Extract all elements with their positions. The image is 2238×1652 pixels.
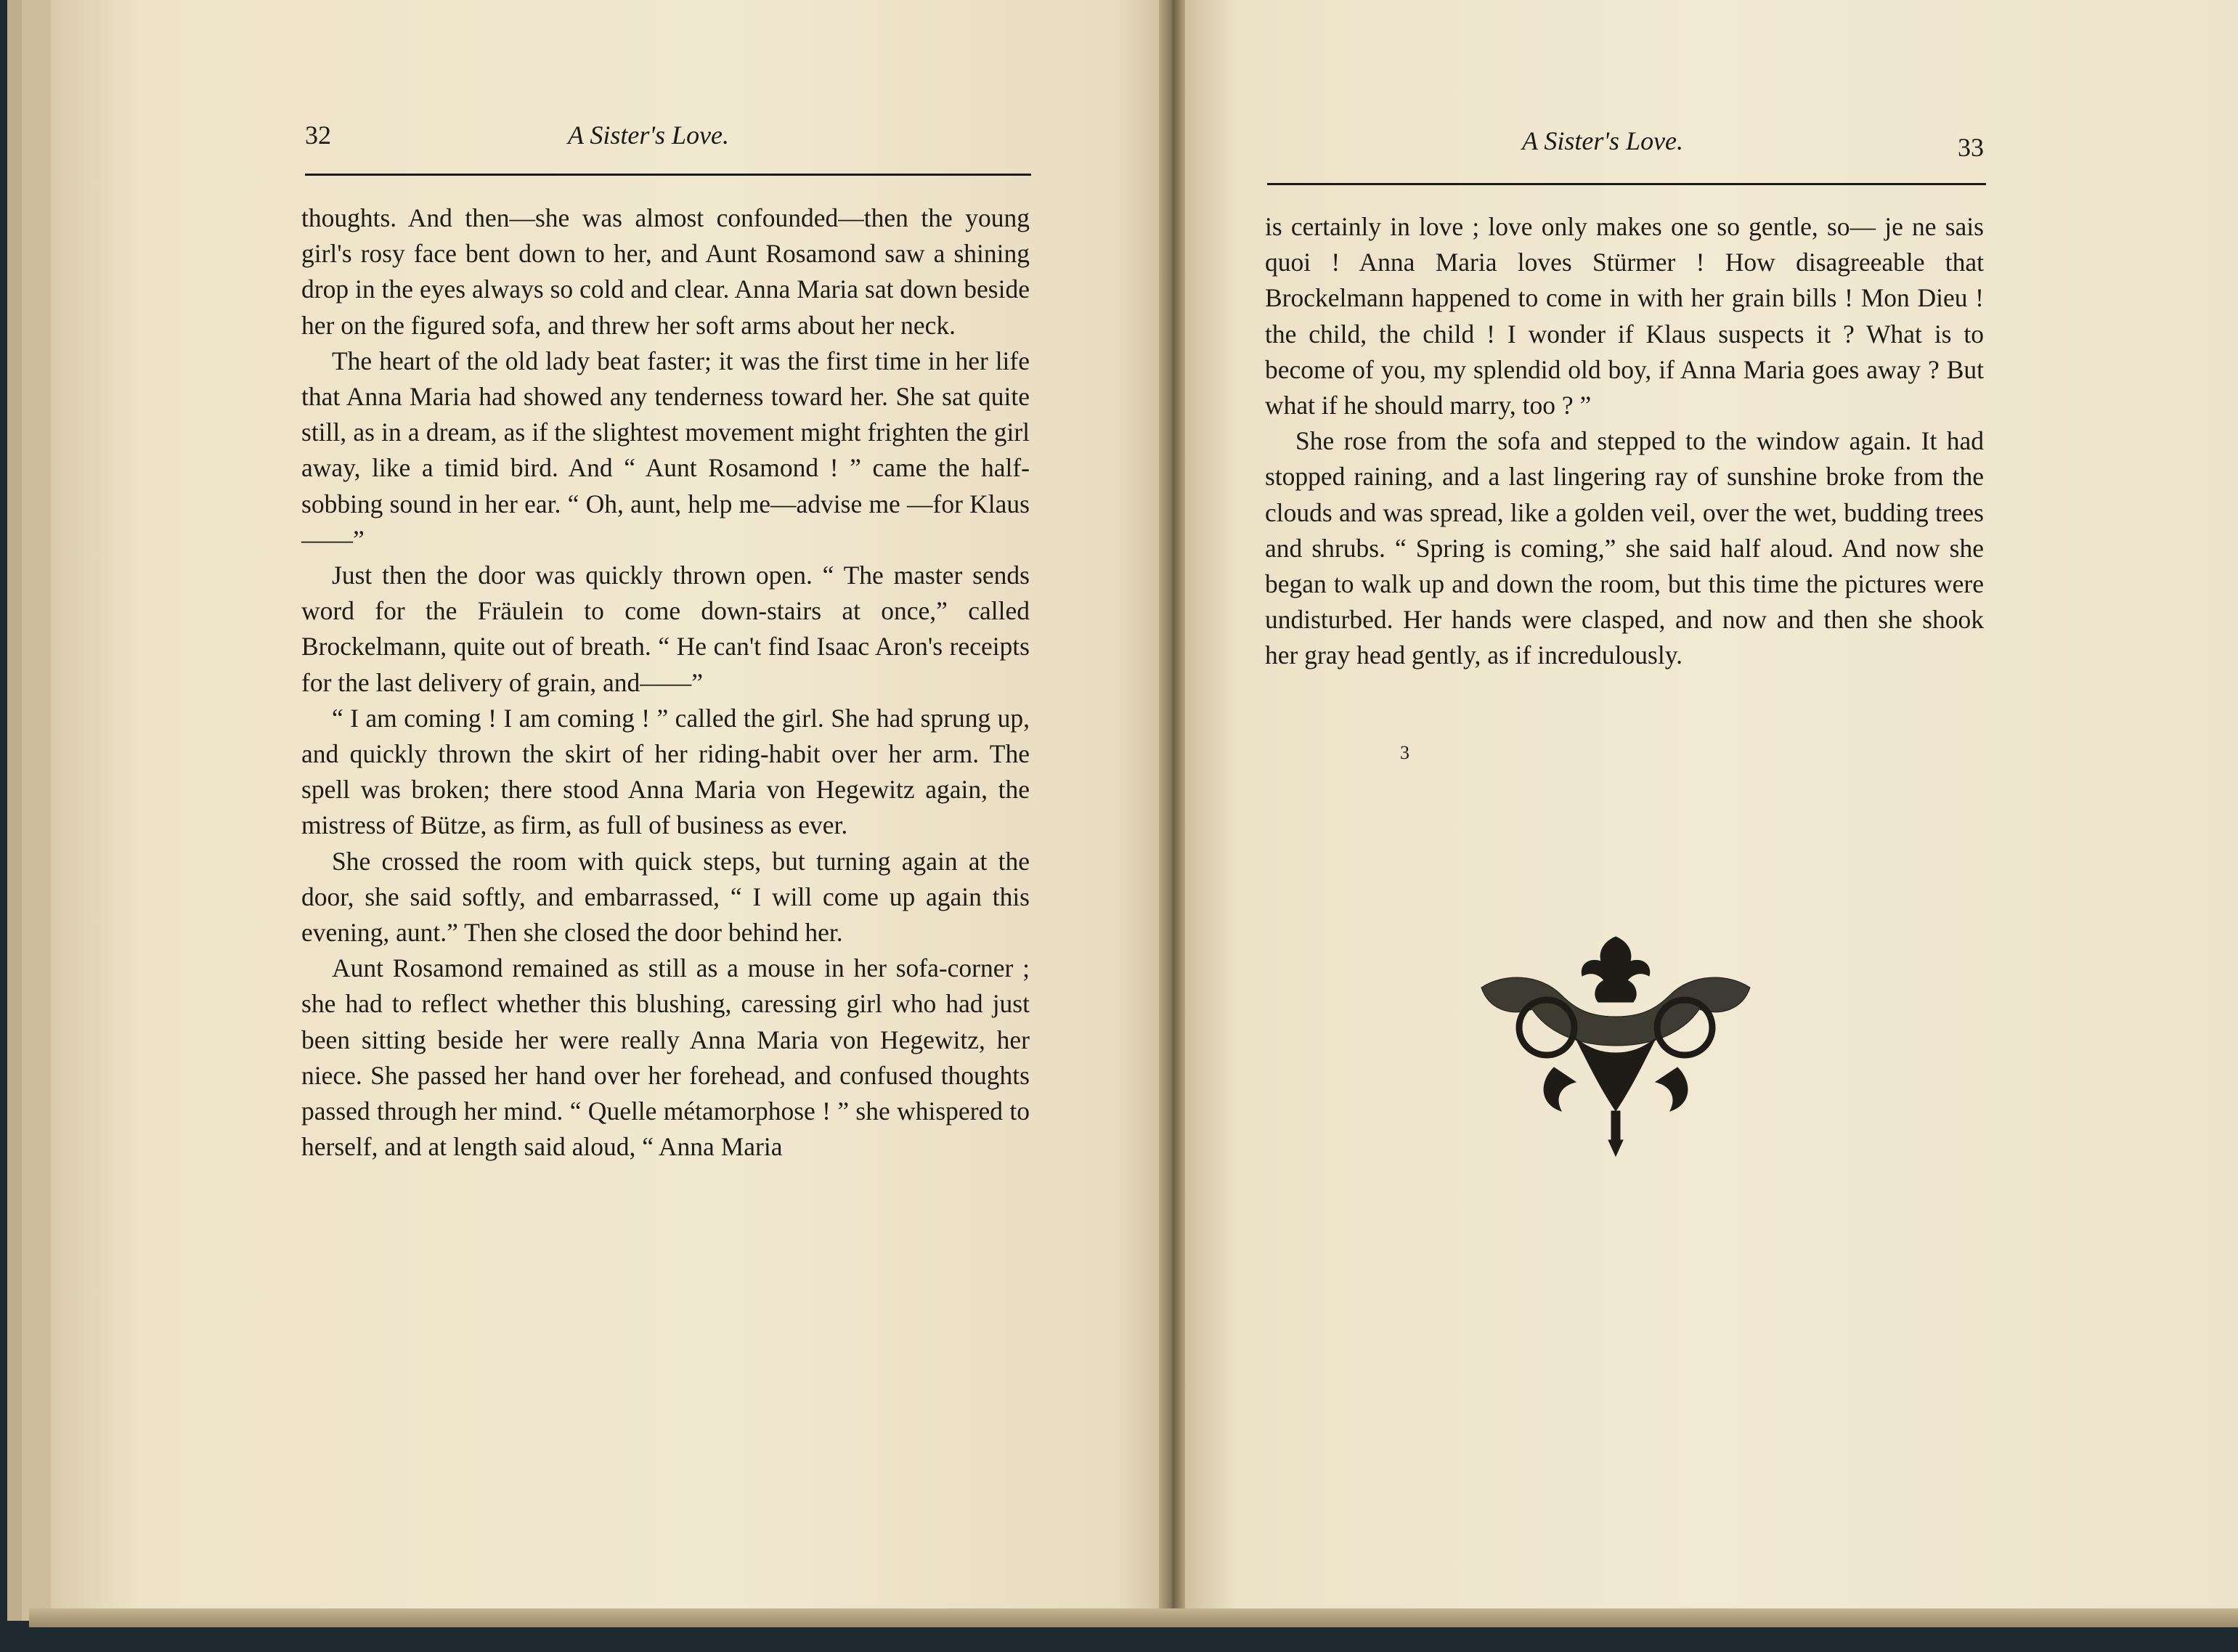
left-text-column: [301, 200, 1030, 1165]
left-paragraph: Just then the door was quickly thrown open. “ The master sends word for the Fräulein to come down-stairs at once,” called Brockelmann, quite out of breath. “ He can't find Isaac Aron's receipts for the last delivery of grain, and——”: [301, 561, 1030, 697]
right-running-title: A Sister's Love.: [1522, 126, 1684, 155]
right-paragraph: is certainly in love ; love only makes one so gentle, so— je ne sais quoi ! Anna Maria loves Stürmer ! How disagreeable that Brockelmann happened to come in with her grain bills ! Mon Dieu ! the child, the child ! I wonder if Klaus suspects it ? What is to become of you, my splendid old boy, if Anna Maria goes away ? But what if he should marry, too ? ”: [1265, 212, 1984, 420]
left-header-rule: [305, 174, 1031, 176]
left-paragraph: thoughts. And then—she was almost confounded—then the young girl's rosy face bent down to her, and Aunt Rosamond saw a shining drop in the eyes always so cold and clear. Anna Maria sat down beside her on the figured sofa, and threw her soft arms about her neck.: [301, 203, 1030, 340]
left-running-title: A Sister's Love.: [568, 121, 730, 150]
left-paragraph: She crossed the room with quick steps, but turning again at the door, she said softly, and embarrassed, “ I will come up again this evening, aunt.” Then she closed the door behind her.: [301, 846, 1030, 948]
left-page-number: 32: [305, 121, 331, 150]
right-page-number: 33: [1958, 133, 1984, 162]
right-paragraph: She rose from the sofa and stepped to the window again. It had stopped raining, and a last lingering ray of sunshine broke from the clouds and was spread, like a golden veil, over the wet, budding trees and shrubs. “ Spring is coming,” she said half aloud. And now she began to walk up and down the room, but this time the pictures were undisturbed. Her hands were clasped, and now and then she shook her gray head gently, as if incredulously.: [1265, 426, 1984, 670]
left-paragraph: Aunt Rosamond remained as still as a mouse in her sofa-corner ; she had to reflect whether this blushing, caressing girl who had just been sitting beside her were really Anna Maria von Hegewitz, her niece. She passed her hand over her forehead, and confused thoughts passed through her mind. “ Quelle métamorphose ! ” she whispered to herself, and at length said aloud, “ Anna Maria: [301, 953, 1030, 1162]
signature-mark: 3: [1400, 742, 1409, 763]
book-gutter: [1159, 0, 1185, 1621]
left-paragraph: “ I am coming ! I am coming ! ” called the girl. She had sprung up, and quickly thrown the skirt of her riding-habit over her arm. The spell was broken; there stood Anna Maria von Hegewitz again, the mistress of Bütze, as firm, as full of business as ever.: [301, 703, 1030, 840]
ornament-tailpiece-icon: [1467, 929, 1765, 1162]
page-edge: [29, 1608, 2238, 1627]
right-text-column: [1265, 209, 1984, 674]
left-paragraph: The heart of the old lady beat faster; it was the first time in her life that Anna Maria had showed any tenderness toward her. She sat quite still, as in a dream, as if the slightest movement might frighten the girl away, like a timid bird. And “ Aunt Rosamond ! ” came the half-sobbing sound in her ear. “ Oh, aunt, help me—advise me —for Klaus——”: [301, 346, 1030, 554]
right-header-rule: [1267, 183, 1986, 185]
